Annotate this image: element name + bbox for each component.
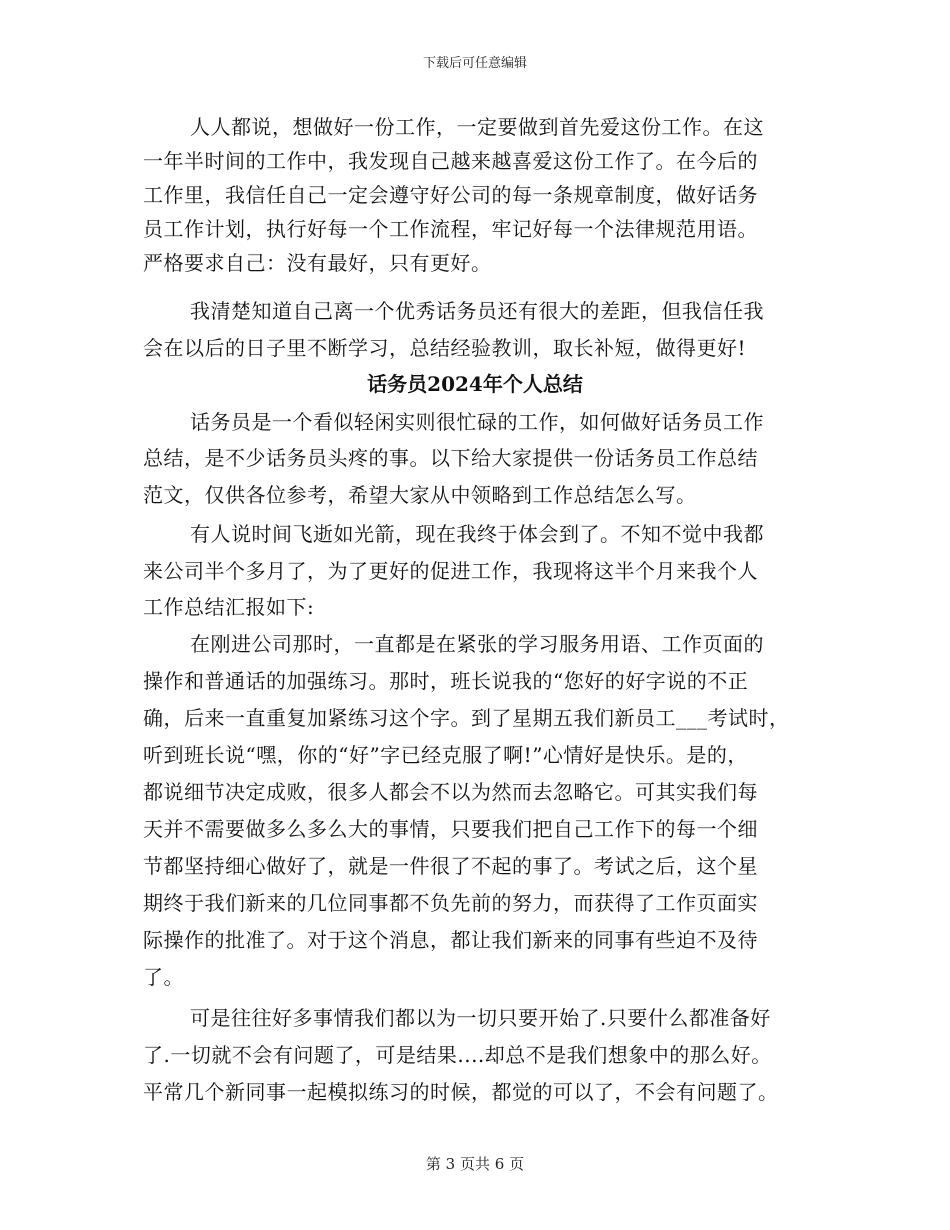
text-line: 际操作的批准了。对于这个消息，都让我们新来的同事有些迫不及待 xyxy=(143,928,758,952)
text-line: 话务员是一个看似轻闲实则很忙碌的工作，如何做好话务员工作 xyxy=(190,410,764,434)
text-line: 会在以后的日子里不断学习，总结经验教训，取长补短，做得更好! xyxy=(143,336,747,360)
text-line: 操作和普通话的加强练习。那时，班长说我的“您好的好字说的不正 xyxy=(143,669,749,693)
page-footer: 第 3 页共 6 页 xyxy=(425,1155,525,1173)
text-line: 可是往往好多事情我们都以为一切只要开始了.只要什么都准备好 xyxy=(190,1006,771,1030)
text-line: 有人说时间飞逝如光箭，现在我终于体会到了。不知不觉中我都 xyxy=(190,522,764,546)
text-line: 在刚进公司那时，一直都是在紧张的学习服务用语、工作页面的 xyxy=(190,632,764,656)
text-line: 天并不需要做多么多么大的事情，只要我们把自己工作下的每一个细 xyxy=(143,817,758,841)
text-line: 人人都说，想做好一份工作，一定要做到首先爱这份工作。在这 xyxy=(190,115,764,139)
text-line: 我清楚知道自己离一个优秀话务员还有很大的差距，但我信任我 xyxy=(190,299,764,323)
text-line: 工作里，我信任自己一定会遵守好公司的每一条规章制度，做好话务 xyxy=(143,183,758,207)
text-line: 范文，仅供各位参考，希望大家从中领略到工作总结怎么写。 xyxy=(143,483,697,507)
text-line: 总结，是不少话务员头疼的事。以下给大家提供一份话务员工作总结 xyxy=(143,446,758,470)
text-line: 听到班长说“嘿，你的“好”字已经克服了啊!”心情好是快乐。是的， xyxy=(143,743,748,767)
text-line: 都说细节决定成败，很多人都会不以为然而去忽略它。可其实我们每 xyxy=(143,780,758,804)
section-title: 话务员2024年个人总结 xyxy=(367,372,583,396)
text-line: 期终于我们新来的几位同事都不负先前的努力，而获得了工作页面实 xyxy=(143,891,758,915)
text-line: 员工作计划，执行好每一个工作流程，牢记好每一个法律规范用语。 xyxy=(143,217,758,241)
text-line: 节都坚持细心做好了，就是一件很了不起的事了。考试之后，这个星 xyxy=(143,854,758,878)
text-line: 来公司半个多月了，为了更好的促进工作，我现将这半个月来我个人 xyxy=(143,559,758,583)
text-line: 了.一切就不会有问题了，可是结果....却总不是我们想象中的那么好。 xyxy=(143,1043,772,1067)
page-header: 下载后可任意编辑 xyxy=(422,56,527,71)
text-line: 一年半时间的工作中，我发现自己越来越喜爱这份工作了。在今后的 xyxy=(143,149,758,173)
text-line: 工作总结汇报如下: xyxy=(143,595,315,619)
text-line: 确，后来一直重复加紧练习这个字。到了星期五我们新员工___考试时， xyxy=(143,706,790,730)
text-line: 了。 xyxy=(143,965,184,989)
text-line: 严格要求自己：没有最好，只有更好。 xyxy=(143,251,492,275)
text-line: 平常几个新同事一起模拟练习的时候，都觉的可以了，不会有问题了。 xyxy=(143,1080,779,1104)
